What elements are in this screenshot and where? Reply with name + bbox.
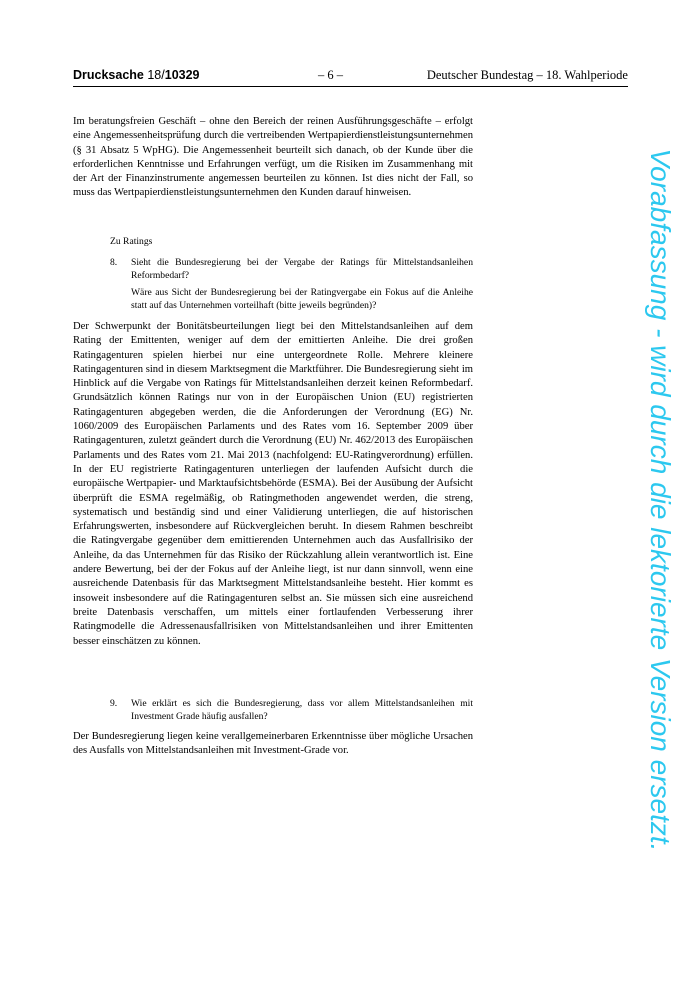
section-heading: Zu Ratings: [110, 236, 153, 247]
question-text: Wie erklärt es sich die Bundesregierung, dass vor allem Mittelstandsanleihen mit Investment Grade häufig ausfallen?: [131, 698, 473, 723]
question-number: 8.: [110, 257, 118, 268]
institution-label: Deutscher Bundestag – 18. Wahlperiode: [426, 68, 628, 82]
draft-watermark: Vorabfassung - wird durch die lektorierte Version ersetzt.: [645, 148, 676, 852]
document-number: Drucksache 18/10329: [73, 68, 200, 82]
answer-paragraph: Der Schwerpunkt der Bonitätsbeurteilungen liegt bei den Mittelstandsanleihen auf dem Rating der Emittenten, weniger auf dem der emittierten Anleihe. Die drei großen Ratingagenturen spielen hierbei nur eine untergeordnete Rolle. Mehrere kleinere Ratingagenturen sind in diesem Marktsegment die Marktführer. Die Bundesregierung sieht im Hinblick auf die Vergabe von Ratings für Mittelstandsanleihen derzeit keinen Reformbedarf. Grundsätzlich können Ratings nur von in der Europäischen Union (EU) registrierten Ratingagenturen abgegeben werden, die die Anforderungen der Verordnung (EG) Nr. 1060/2009 des Europäischen Parlaments und des Rates vom 16. September 2009 über Ratingagenturen, zuletzt geändert durch die Verordnung (EU) Nr. 462/2013 des Europäischen Parlaments und des Rates vom 21. Mai 2013 (nachfolgend: EU-Ratingverordnung) erfüllen. In der EU registrierte Ratingagenturen unterliegen der laufenden Aufsicht durch die europäische Wertpapier- und Marktaufsichtsbehörde (ESMA). Bei der Ausübung der Aufsicht überprüft die ESMA regelmäßig, ob Ratingmethoden angewendet werden, die streng, systematisch und beständig sind und einer Validierung unterliegen, die auf historischen Erfahrungswerten, insbesondere auf Rückvergleichen beruht. In diesem Rahmen beschreibt die Ratingvergabe gegenüber dem emittierenden Unternehmen auch das Ausfallrisiko der Anleihe, da das Unternehmen für das Risiko der Rückzahlung allein verantwortlich ist. Eine andere Bewertung, bei der der Fokus auf der Anleihe liegt, ist nur dann sinnvoll, wenn eine ausreichende Datenbasis für das Marktsegment Mittelstandsanleihe besteht. Hier kommt es insoweit insbesondere auf die Ratingagenturen selbst an. Sie müssen sich eine ausreichend breite Datenbasis verschaffen, um mittels einer fortlaufenden Verbesserung ihrer Ratingmodelle die Adressenausfallrisiken von Mittelstandsanleihen und ihrer Emittenten besser einschätzen zu können.: [73, 321, 473, 647]
question-subtext: Wäre aus Sicht der Bundesregierung bei der Ratingvergabe ein Fokus auf die Anleihe statt auf das Unternehmen vorteilhaft (bitte jeweils begründen)?: [131, 287, 473, 312]
page-header: [73, 68, 628, 88]
header-rule: [73, 86, 628, 87]
page-number: – 6 –: [318, 68, 343, 82]
question-number: 9.: [110, 698, 118, 709]
intro-paragraph: Im beratungsfreien Geschäft – ohne den Bereich der reinen Ausführungsgeschäfte – erfolgt eine Angemessenheitsprüfung durch die vertreibenden Wertpapierdienstleistungsunternehmen (§ 31 Absatz 5 WpHG). Die Angemessenheit beurteilt sich danach, ob der Kunde über die erforderlichen Kenntnisse und Erfahrungen verfügt, um die Risiken im Zusammenhang mit der Art der Finanzinstrumente angemessen beurteilen zu können. Ist dies nicht der Fall, so muss das Wertpapierdienstleistungsunternehmen den Kunden darauf hinweisen.: [73, 116, 473, 199]
question-text: Sieht die Bundesregierung bei der Vergabe der Ratings für Mittelstandsanleihen Reformbedarf?: [131, 257, 473, 282]
answer-paragraph: Der Bundesregierung liegen keine verallgemeinerbaren Erkenntnisse über mögliche Ursachen des Ausfalls von Mittelstandsanleihen mit Investment-Grade vor.: [73, 731, 473, 757]
